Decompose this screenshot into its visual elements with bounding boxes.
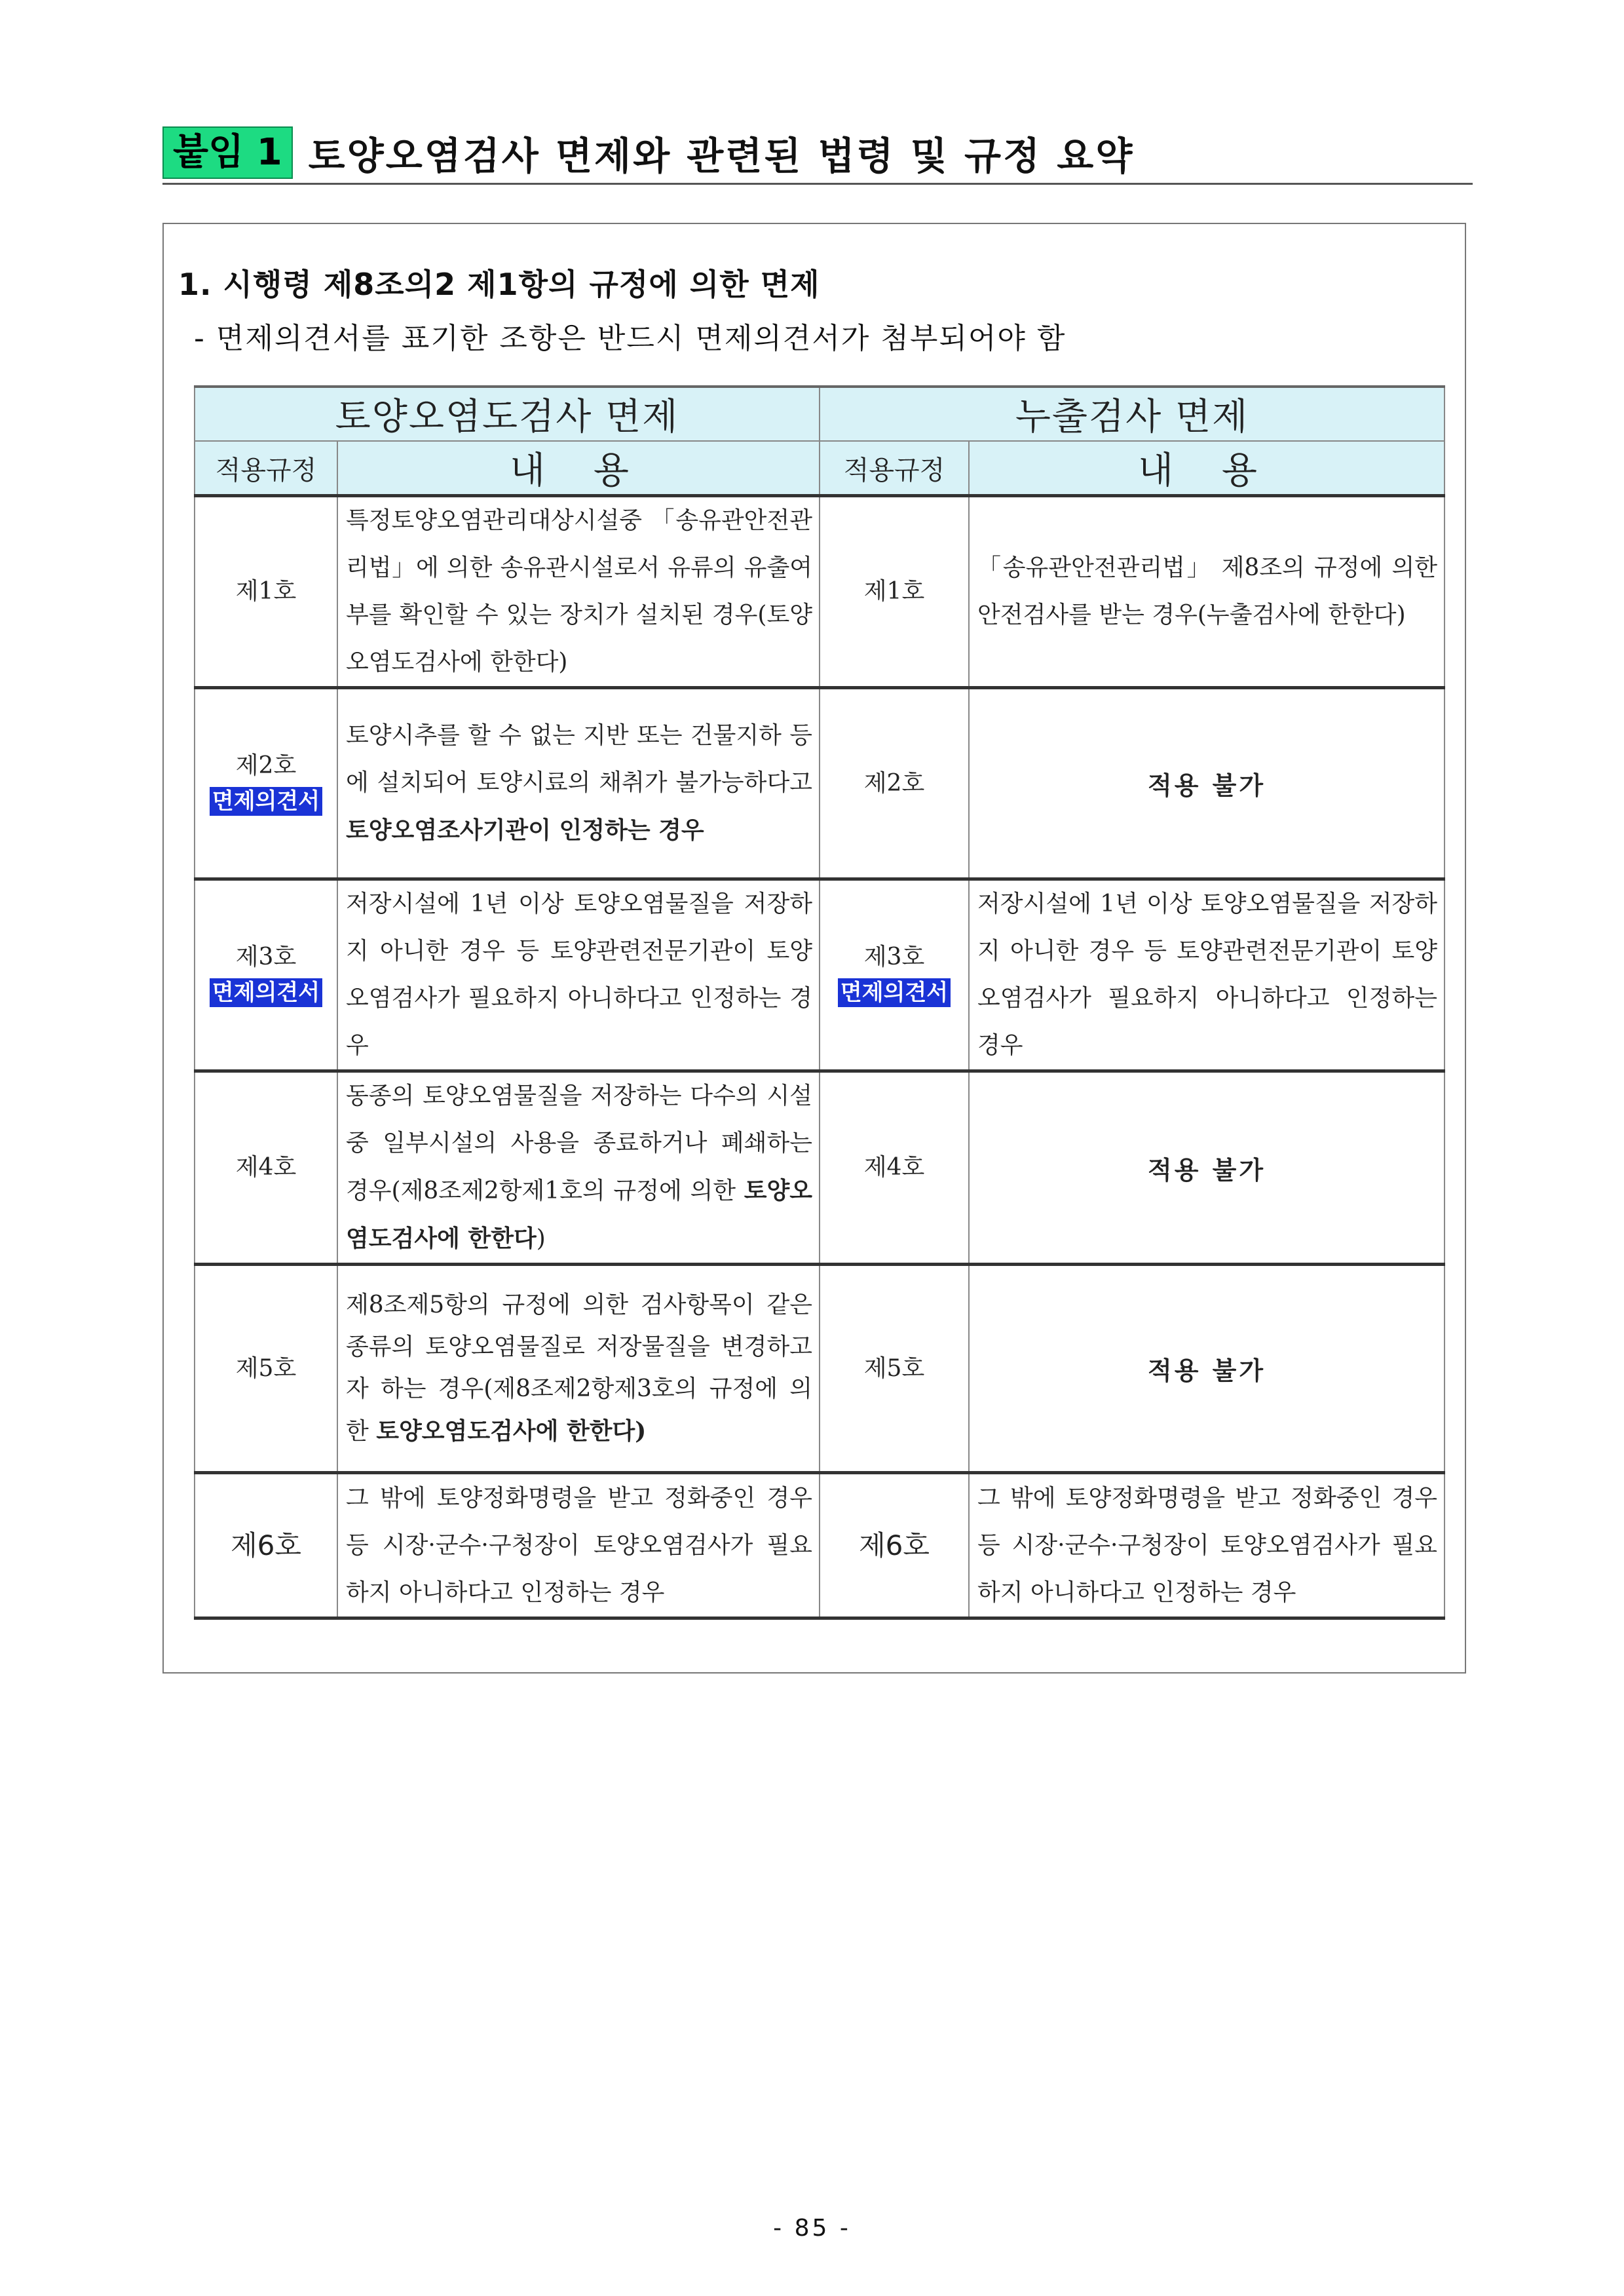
rule-content: 특정토양오염관리대상시설중 「송유관안전관리법」에 의한 송유관시설로서 유류의 유출여부를 확인할 수 있는 장치가 설치된 경우(토양오염도검사에 한한다) (337, 496, 820, 688)
rule-content-text: 동종의 토양오염물질을 저장하는 다수의 시설중 일부시설의 사용을 종료하거나 폐쇄하는 경우(제8조제2항제1호의 규정에 의한 (346, 1082, 813, 1204)
rule-code: 제2호 (820, 688, 969, 879)
rule-code: 제6호 (195, 1473, 337, 1618)
rule-code: 제1호 (820, 496, 969, 688)
rule-content: 저장시설에 1년 이상 토양오염물질을 저장하지 아니한 경우 등 토양관련전문기관이 토양오염검사가 필요하지 아니하다고 인정하는 경우 (337, 879, 820, 1071)
rule-code: 제4호 (820, 1071, 969, 1265)
rule-content-bold: 토양오염조사기관이 인정하는 경우 (346, 816, 704, 844)
rule-content: 그 밖에 토양정화명령을 받고 정화중인 경우 등 시장·군수·구청장이 토양오염검사가 필요하지 아니하다고 인정하는 경우 (969, 1473, 1445, 1618)
rule-content-text: 토양시추를 할 수 없는 지반 또는 건물지하 등에 설치되어 토양시료의 채취가 불가능하다고 (346, 722, 813, 796)
rule-code: 제4호 (195, 1071, 337, 1265)
table-row (195, 879, 1445, 1071)
rule-code-cell (820, 879, 969, 1071)
table-row (195, 496, 1445, 688)
page-number: - 85 - (773, 2215, 851, 2242)
rule-code-cell (195, 879, 337, 1071)
table-row (195, 1265, 1445, 1473)
exemption-opinion-tag: 면제의견서 (210, 978, 322, 1007)
rule-content-bold: 토양오염도검사에 한한다) (376, 1417, 647, 1445)
exemption-opinion-tag: 면제의견서 (210, 787, 322, 816)
rule-content-text: 제8조제5항의 규정에 의한 검사항목이 같은 종류의 토양오염물질로 저장물질을 변경하고자 하는 경우(제8조제2항제3호의 규정에 의한 (346, 1292, 813, 1445)
section-note: - 면제의견서를 표기한 조항은 반드시 면제의견서가 첨부되어야 함 (194, 322, 1067, 355)
not-applicable: 적용 불가 (969, 1071, 1445, 1265)
group-header-row (195, 387, 1445, 441)
col-header-rule-right: 적용규정 (820, 441, 969, 496)
rule-content (337, 1265, 820, 1473)
table-row (195, 1071, 1445, 1265)
rule-content (337, 1071, 820, 1265)
rule-code-cell (195, 688, 337, 879)
rule-code: 제3호 (863, 944, 925, 970)
group-header-leak: 누출검사 면제 (820, 387, 1445, 441)
rule-code: 제5호 (195, 1265, 337, 1473)
rule-code: 제6호 (820, 1473, 969, 1618)
rule-code: 제3호 (235, 944, 297, 970)
rule-code: 제1호 (195, 496, 337, 688)
col-header-content-left: 내 용 (337, 441, 820, 496)
exemption-table (194, 385, 1445, 1620)
rule-content: 그 밖에 토양정화명령을 받고 정화중인 경우 등 시장·군수·구청장이 토양오염검사가 필요하지 아니하다고 인정하는 경우 (337, 1473, 820, 1618)
rule-content-bold: 토양오염도검사에 한한다 (346, 1177, 813, 1252)
rule-content: 저장시설에 1년 이상 토양오염물질을 저장하지 아니한 경우 등 토양관련전문기관이 토양오염검사가 필요하지 아니하다고 인정하는 경우 (969, 879, 1445, 1071)
table-row (195, 1473, 1445, 1618)
group-header-soil: 토양오염도검사 면제 (195, 387, 820, 441)
not-applicable: 적용 불가 (969, 1265, 1445, 1473)
table-row (195, 688, 1445, 879)
exemption-opinion-tag: 면제의견서 (838, 978, 951, 1007)
col-header-content-right: 내 용 (969, 441, 1445, 496)
col-header-rule-left: 적용규정 (195, 441, 337, 496)
attachment-badge: 붙임 1 (162, 126, 293, 179)
section-title: 1. 시행령 제8조의2 제1항의 규정에 의한 면제 (178, 267, 820, 302)
rule-content (337, 688, 820, 879)
rule-content: 「송유관안전관리법」 제8조의 규정에 의한 안전검사를 받는 경우(누출검사에 한한다) (969, 496, 1445, 688)
not-applicable: 적용 불가 (969, 688, 1445, 879)
heading-title: 토양오염검사 면제와 관련된 법령 및 규정 요약 (308, 133, 1135, 178)
document-heading (162, 122, 1473, 185)
rule-code: 제2호 (235, 752, 297, 779)
rule-content-end: ) (536, 1225, 546, 1252)
column-header-row (195, 441, 1445, 496)
rule-code: 제5호 (820, 1265, 969, 1473)
